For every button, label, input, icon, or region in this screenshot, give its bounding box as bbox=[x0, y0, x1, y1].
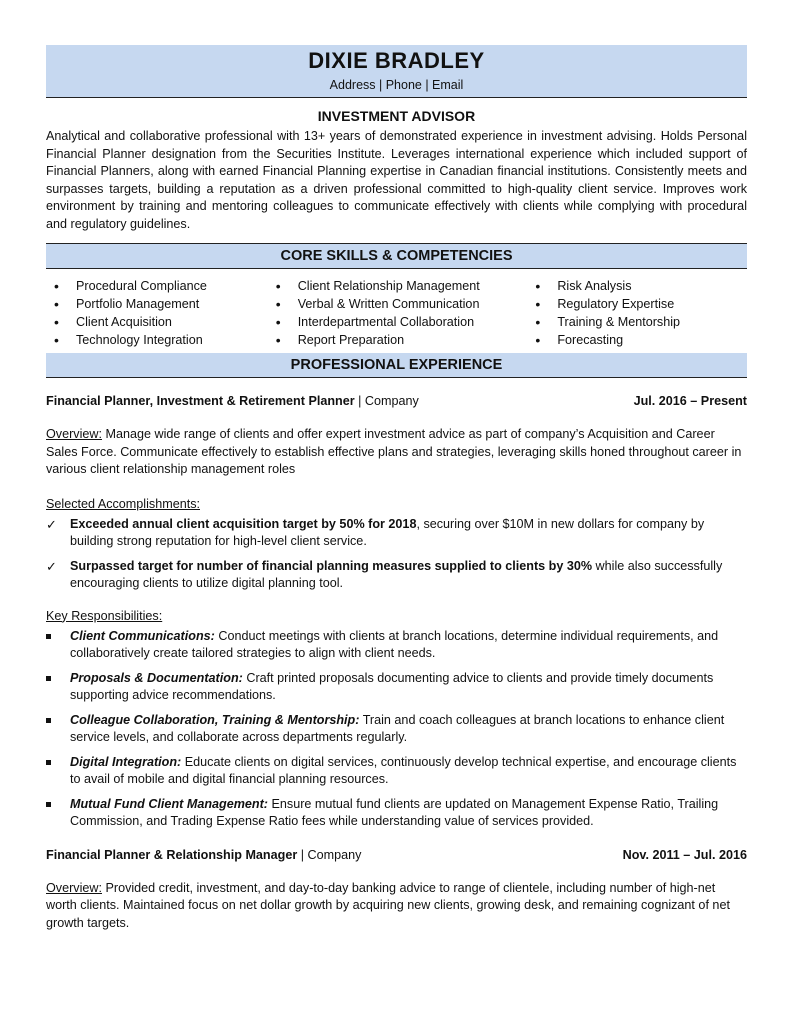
job-1-title-line bbox=[46, 392, 419, 410]
job-2-overview bbox=[46, 880, 747, 933]
responsibility-item bbox=[46, 754, 747, 789]
job-2-title: Financial Planner & Relationship Manager bbox=[46, 847, 298, 862]
responsibilities-list bbox=[46, 628, 747, 831]
responsibility-item bbox=[46, 628, 747, 663]
job-1-overview bbox=[46, 426, 747, 479]
square-bullet-icon bbox=[46, 676, 51, 681]
contact-line: Address | Phone | Email bbox=[329, 78, 464, 92]
accomplishment-highlight: Surpassed target for number of financial planning measures supplied to clients by 30% bbox=[70, 558, 593, 573]
skill-item: • Client Acquisition bbox=[46, 313, 268, 331]
responsibilities-label-text: Key Responsibilities: bbox=[46, 608, 163, 623]
overview-text: Provided credit, investment, and day-to-day banking advice to range of clientele, including number of high-net worth clients. Maintained focus on net dollar growth by acquiring new clients, growing desk, and remaining cognizant of net growth targets. bbox=[46, 880, 730, 930]
skills-column-3 bbox=[527, 277, 747, 353]
experience-heading: PROFESSIONAL EXPERIENCE bbox=[46, 353, 747, 378]
checkmark-icon: ✓ bbox=[46, 558, 57, 574]
responsibility-text: Educate clients on digital services, continuously develop technical expertise, and encourage clients to avail of mobile and digital financial planning resources. bbox=[70, 754, 737, 786]
job-2-dates: Nov. 2011 – Jul. 2016 bbox=[622, 847, 747, 862]
skill-item: • Procedural Compliance bbox=[46, 277, 268, 295]
responsibility-title: Proposals & Documentation: bbox=[70, 670, 243, 685]
header-band bbox=[46, 45, 747, 98]
square-bullet-icon bbox=[46, 634, 51, 639]
skill-item: • Verbal & Written Communication bbox=[268, 295, 528, 313]
accomplishment-highlight: Exceeded annual client acquisition target by 50% for 2018 bbox=[70, 516, 417, 531]
accomplishment-text: , securing over $10M in new dollars for company by building strong reputation for high-level client service. bbox=[70, 516, 705, 548]
skill-item: • Risk Analysis bbox=[527, 277, 747, 295]
responsibility-title: Digital Integration: bbox=[70, 754, 182, 769]
overview-text: Manage wide range of clients and offer expert investment advice as part of company’s Acquisition and Career Sales Force. Communicate effectively to establish effective plans and strategies, leveraging skills honed throughout career in various client relationship management roles bbox=[46, 427, 742, 476]
responsibility-title: Colleague Collaboration, Training & Mentorship: bbox=[70, 712, 360, 727]
responsibility-item bbox=[46, 796, 747, 831]
responsibility-text: Ensure mutual fund clients are updated on Management Expense Ratio, Trailing Commission, and Trading Expense Ratio fees while understanding value of services provided. bbox=[70, 796, 719, 828]
square-bullet-icon bbox=[46, 760, 51, 765]
responsibility-title: Mutual Fund Client Management: bbox=[70, 796, 268, 811]
square-bullet-icon bbox=[46, 718, 51, 723]
responsibilities-label bbox=[46, 608, 747, 625]
responsibility-text: Conduct meetings with clients at branch locations, determine individual requirements, and collaboratively create tailored strategies to align with client needs. bbox=[70, 628, 719, 660]
skill-item: • Client Relationship Management bbox=[268, 277, 528, 295]
job-2-company: | Company bbox=[297, 847, 362, 862]
responsibility-text: Craft printed proposals documenting advice to clients and provide timely documents supporting advice recommendations. bbox=[70, 670, 714, 702]
skills-column-2 bbox=[268, 277, 528, 353]
summary-paragraph: Analytical and collaborative professional with 13+ years of demonstrated experience in investment advising. Holds Personal Financial Planner designation from the Securities Institute. Leverages international experience which included support of Financial Planners, along with earned Financial Planning expertise in Canadian financial institutions. Consistently meets and surpasses targets, building a reputation as a driven professional committed to high-quality client service. Improves work environment by training and mentoring colleagues to communicate effectively with clients while complying with procedural and regulatory guidelines. bbox=[46, 129, 747, 231]
skill-item: • Regulatory Expertise bbox=[527, 295, 747, 313]
skill-item: • Report Preparation bbox=[268, 331, 528, 349]
overview-label: Overview: bbox=[46, 880, 102, 895]
responsibility-title: Client Communications: bbox=[70, 628, 215, 643]
job-2-header bbox=[46, 846, 747, 864]
skill-item: • Portfolio Management bbox=[46, 295, 268, 313]
skill-item: • Technology Integration bbox=[46, 331, 268, 349]
square-bullet-icon bbox=[46, 802, 51, 807]
accomplishments-label-text: Selected Accomplishments: bbox=[46, 496, 200, 511]
skills-list bbox=[46, 269, 747, 353]
job-target-title: INVESTMENT ADVISOR bbox=[317, 108, 476, 124]
responsibility-text: Train and coach colleagues at branch locations to enhance client service levels, and collaborate across departments regularly. bbox=[70, 712, 725, 744]
job-1-header bbox=[46, 392, 747, 410]
candidate-name: DIXIE BRADLEY bbox=[308, 48, 485, 73]
responsibility-item bbox=[46, 670, 747, 705]
accomplishment-item bbox=[46, 516, 747, 551]
job-1-company: | Company bbox=[354, 394, 419, 408]
accomplishments-list bbox=[46, 516, 747, 593]
skill-item: • Forecasting bbox=[527, 331, 747, 349]
resume-page bbox=[46, 45, 747, 932]
accomplishment-item bbox=[46, 558, 747, 593]
skills-column-1 bbox=[46, 277, 268, 353]
job-1-dates: Jul. 2016 – Present bbox=[633, 394, 747, 408]
overview-label: Overview: bbox=[46, 427, 102, 441]
job-2-title-line bbox=[46, 846, 361, 864]
accomplishment-text: while also successfully encouraging clients to utilize digital planning tool. bbox=[70, 558, 723, 590]
checkmark-icon: ✓ bbox=[46, 516, 57, 532]
job-1-title: Financial Planner, Investment & Retirement Planner bbox=[46, 394, 355, 408]
accomplishments-label bbox=[46, 496, 747, 513]
skills-heading: CORE SKILLS & COMPETENCIES bbox=[46, 243, 747, 269]
skill-item: • Interdepartmental Collaboration bbox=[268, 313, 528, 331]
skill-item: • Training & Mentorship bbox=[527, 313, 747, 331]
responsibility-item bbox=[46, 712, 747, 747]
